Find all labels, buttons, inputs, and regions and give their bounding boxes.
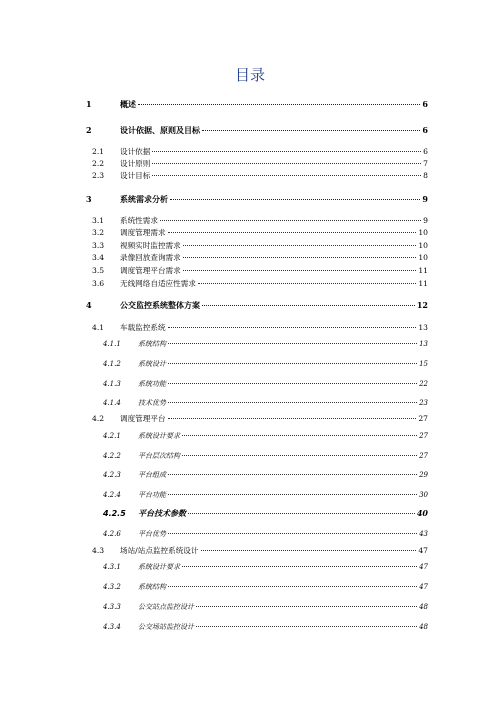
entry-number: 4.1.4 [103, 399, 121, 407]
toc-entry[interactable] [92, 227, 428, 238]
entry-page: 12 [416, 300, 428, 310]
entry-number: 3.2 [92, 228, 105, 237]
entry-page: 43 [419, 530, 428, 538]
dot-leader [138, 104, 420, 105]
toc-entry[interactable] [86, 125, 428, 136]
dot-leader [196, 626, 417, 627]
dot-leader [168, 533, 417, 534]
toc-entry[interactable] [103, 431, 428, 441]
entry-number: 4.3 [92, 546, 105, 555]
dot-leader [198, 283, 416, 284]
entry-label: 系统需求分析 [120, 194, 168, 204]
toc-entry[interactable] [92, 170, 428, 181]
toc-entry[interactable] [86, 300, 428, 311]
entry-label: 公交场站监控设计 [138, 623, 194, 631]
entry-page: 8 [423, 171, 428, 180]
entry-number: 3 [86, 194, 92, 204]
dot-leader [170, 199, 420, 200]
entry-label: 无线网络自适应性需求 [120, 279, 196, 288]
entry-number: 2.2 [92, 159, 105, 168]
entry-page: 6 [423, 147, 428, 156]
dot-leader [182, 566, 417, 567]
entry-label: 平台功能 [138, 491, 166, 499]
toc-entry[interactable] [92, 146, 428, 157]
entry-label: 录像回放查询需求 [120, 253, 181, 262]
toc-entry[interactable] [103, 398, 428, 408]
toc-entry[interactable] [92, 413, 428, 424]
entry-page: 27 [419, 452, 428, 460]
dot-leader [202, 130, 420, 131]
entry-label: 系统设计 [138, 360, 166, 368]
toc-entry[interactable] [103, 451, 428, 461]
entry-number: 4 [86, 300, 92, 310]
toc-entry[interactable] [103, 339, 428, 349]
entry-label: 设计依据、原则及目标 [120, 125, 200, 135]
toc-entry[interactable] [92, 158, 428, 169]
toc-entry[interactable] [103, 602, 428, 612]
toc-entry[interactable] [92, 265, 428, 276]
dot-leader [201, 550, 417, 551]
entry-number: 3.1 [92, 216, 105, 225]
entry-label: 调度管理需求 [120, 228, 166, 237]
entry-number: 4.2.6 [103, 530, 121, 538]
dot-leader [183, 257, 417, 258]
toc-entry[interactable] [86, 99, 428, 110]
entry-number: 4.2.1 [103, 432, 121, 440]
entry-number: 4.1 [92, 323, 105, 332]
entry-page: 6 [422, 99, 428, 109]
dot-leader [168, 343, 417, 344]
entry-number: 3.5 [92, 266, 105, 275]
entry-page: 10 [418, 253, 428, 262]
dot-leader [188, 513, 415, 514]
entry-number: 4.3.2 [103, 583, 121, 591]
dot-leader [183, 245, 417, 246]
entry-page: 30 [419, 491, 428, 499]
entry-page: 47 [419, 563, 428, 571]
toc-entry[interactable] [92, 252, 428, 263]
dot-leader [183, 270, 417, 271]
entry-label: 设计依据 [120, 147, 151, 156]
entry-number: 1 [86, 99, 92, 109]
toc-entry[interactable] [86, 194, 428, 205]
toc-entry[interactable] [103, 562, 428, 572]
entry-label: 系统设计要求 [138, 432, 180, 440]
toc-entry[interactable] [92, 545, 428, 556]
entry-page: 6 [422, 125, 428, 135]
entry-number: 4.1.2 [103, 360, 121, 368]
entry-page: 10 [418, 228, 428, 237]
entry-label: 视频实时监控需求 [120, 241, 181, 250]
dot-leader [202, 305, 415, 306]
entry-number: 2 [86, 125, 92, 135]
entry-page: 27 [418, 414, 428, 423]
toc-entry[interactable] [103, 359, 428, 369]
entry-label: 平台优势 [138, 530, 166, 538]
dot-leader [152, 151, 421, 152]
entry-number: 3.6 [92, 279, 105, 288]
dot-leader [196, 606, 417, 607]
entry-label: 车载监控系统 [120, 323, 166, 332]
entry-page: 48 [419, 603, 428, 611]
entry-label: 调度管理平台需求 [120, 266, 181, 275]
entry-label: 平台组成 [138, 471, 166, 479]
entry-page: 23 [419, 399, 428, 407]
dot-leader [182, 435, 417, 436]
dot-leader [168, 402, 417, 403]
toc-entry[interactable] [103, 622, 428, 632]
entry-label: 系统结构 [138, 583, 166, 591]
entry-page: 29 [419, 471, 428, 479]
entry-page: 10 [418, 241, 428, 250]
entry-page: 47 [418, 546, 428, 555]
entry-label: 公交站点监控设计 [138, 603, 194, 611]
entry-page: 13 [419, 340, 428, 348]
entry-number: 4.2.4 [103, 491, 121, 499]
entry-label: 平台层次结构 [138, 452, 180, 460]
dot-leader [168, 474, 417, 475]
entry-page: 47 [419, 583, 428, 591]
entry-page: 11 [418, 279, 428, 288]
entry-number: 4.2.5 [103, 509, 126, 518]
entry-number: 4.3.4 [103, 623, 121, 631]
entry-number: 4.1.1 [103, 340, 121, 348]
toc-entry[interactable] [92, 240, 428, 251]
entry-label: 平台技术参数 [138, 508, 186, 518]
entry-number: 4.2.2 [103, 452, 121, 460]
entry-number: 3.4 [92, 253, 105, 262]
entry-number: 3.3 [92, 241, 105, 250]
entry-label: 设计原则 [120, 159, 151, 168]
entry-number: 2.1 [92, 147, 105, 156]
toc-entry[interactable] [92, 215, 428, 226]
entry-label: 系统设计要求 [138, 563, 180, 571]
entry-number: 4.3.1 [103, 563, 121, 571]
entry-number: 4.2.3 [103, 471, 121, 479]
entry-page: 15 [419, 360, 428, 368]
entry-label: 概述 [120, 99, 136, 109]
entry-label: 场站/站点监控系统设计 [120, 546, 199, 555]
entry-label: 调度管理平台 [120, 414, 166, 423]
toc-entry[interactable] [103, 582, 428, 592]
entry-label: 公交监控系统整体方案 [120, 300, 200, 310]
entry-page: 40 [416, 508, 428, 518]
entry-number: 4.3.3 [103, 603, 121, 611]
toc-title: 目录 [234, 66, 265, 84]
entry-page: 22 [419, 380, 428, 388]
dot-leader [168, 494, 417, 495]
toc-entry[interactable] [103, 508, 428, 519]
entry-page: 13 [418, 323, 428, 332]
dot-leader [160, 220, 421, 221]
dot-leader [182, 455, 417, 456]
entry-page: 27 [419, 432, 428, 440]
dot-leader [152, 163, 421, 164]
entry-label: 系统功能 [138, 380, 166, 388]
dot-leader [168, 363, 417, 364]
dot-leader [168, 418, 417, 419]
entry-page: 48 [419, 623, 428, 631]
entry-page: 9 [423, 216, 428, 225]
dot-leader [168, 586, 417, 587]
entry-page: 9 [422, 194, 428, 204]
toc-entry[interactable] [103, 529, 428, 539]
entry-page: 11 [418, 266, 428, 275]
toc-entry[interactable] [103, 379, 428, 389]
entry-number: 2.3 [92, 171, 105, 180]
entry-label: 系统性需求 [120, 216, 158, 225]
entry-label: 设计目标 [120, 171, 151, 180]
toc-entry[interactable] [92, 278, 428, 289]
entry-number: 4.1.3 [103, 380, 121, 388]
toc-entry[interactable] [103, 470, 428, 480]
dot-leader [168, 327, 417, 328]
entry-label: 系统结构 [138, 340, 166, 348]
dot-leader [168, 383, 417, 384]
dot-leader [152, 175, 421, 176]
entry-label: 技术优势 [138, 399, 166, 407]
toc-entry[interactable] [103, 490, 428, 500]
toc-entry[interactable] [92, 322, 428, 333]
entry-number: 4.2 [92, 414, 105, 423]
dot-leader [168, 232, 417, 233]
entry-page: 7 [423, 159, 428, 168]
